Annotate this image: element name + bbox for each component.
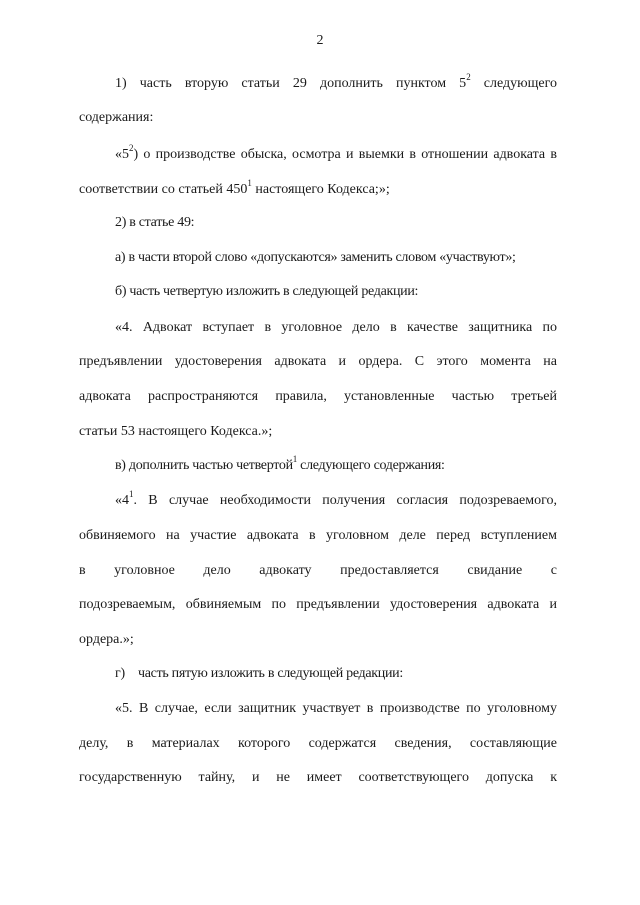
list-item: 2) в статье 49: [115, 215, 195, 230]
paragraph-line: «$4^1$. В случае необходимости получения согласия подозреваемого, [115, 489, 557, 508]
list-item: б) часть четвертую изложить в следующей редакции: [115, 284, 419, 299]
paragraph-line: «4. Адвокат вступает в уголовное дело в качестве защитника по [115, 320, 557, 335]
paragraph-line: статьи 53 настоящего Кодекса.»; [79, 424, 273, 439]
list-item: г) часть пятую изложить в следующей редакции: [115, 666, 403, 681]
paragraph-line: содержания: [79, 110, 154, 125]
page-number: 2 [316, 33, 324, 48]
list-item: а) в части второй слово «допускаются» заменить словом «участвуют»; [115, 250, 516, 265]
paragraph-line: подозреваемым, обвиняемым по предъявлении удостоверения адвоката и [79, 597, 557, 612]
paragraph-line: предъявлении удостоверения адвоката и ордера. С этого момента на [79, 354, 557, 369]
paragraph-line: «$5^2$) о производстве обыска, осмотра и выемки в отношении адвоката в [115, 143, 557, 162]
paragraph-line: адвоката распространяются правила, установленные частью третьей [79, 389, 557, 404]
paragraph-line: соответствии со статьей $450^1$ настоящего Кодекса;»; [79, 178, 390, 197]
list-item: в) дополнить частью четвертой$^1$ следующего содержания: [115, 454, 445, 473]
paragraph-line: государственную тайну, и не имеет соответствующего допуска к [79, 770, 557, 785]
paragraph-line: делу, в материалах которого содержатся сведения, составляющие [79, 736, 557, 751]
paragraph-line: в уголовное дело адвокату предоставляется свидание с [79, 563, 557, 578]
paragraph-line: 1) часть вторую статьи 29 дополнить пунктом $5^2$ следующего [115, 72, 557, 91]
paragraph-line: ордера.»; [79, 632, 134, 647]
paragraph-line: обвиняемого на участие адвоката в уголовном деле перед вступлением [79, 528, 557, 543]
paragraph-line: «5. В случае, если защитник участвует в производстве по уголовному [115, 701, 557, 716]
